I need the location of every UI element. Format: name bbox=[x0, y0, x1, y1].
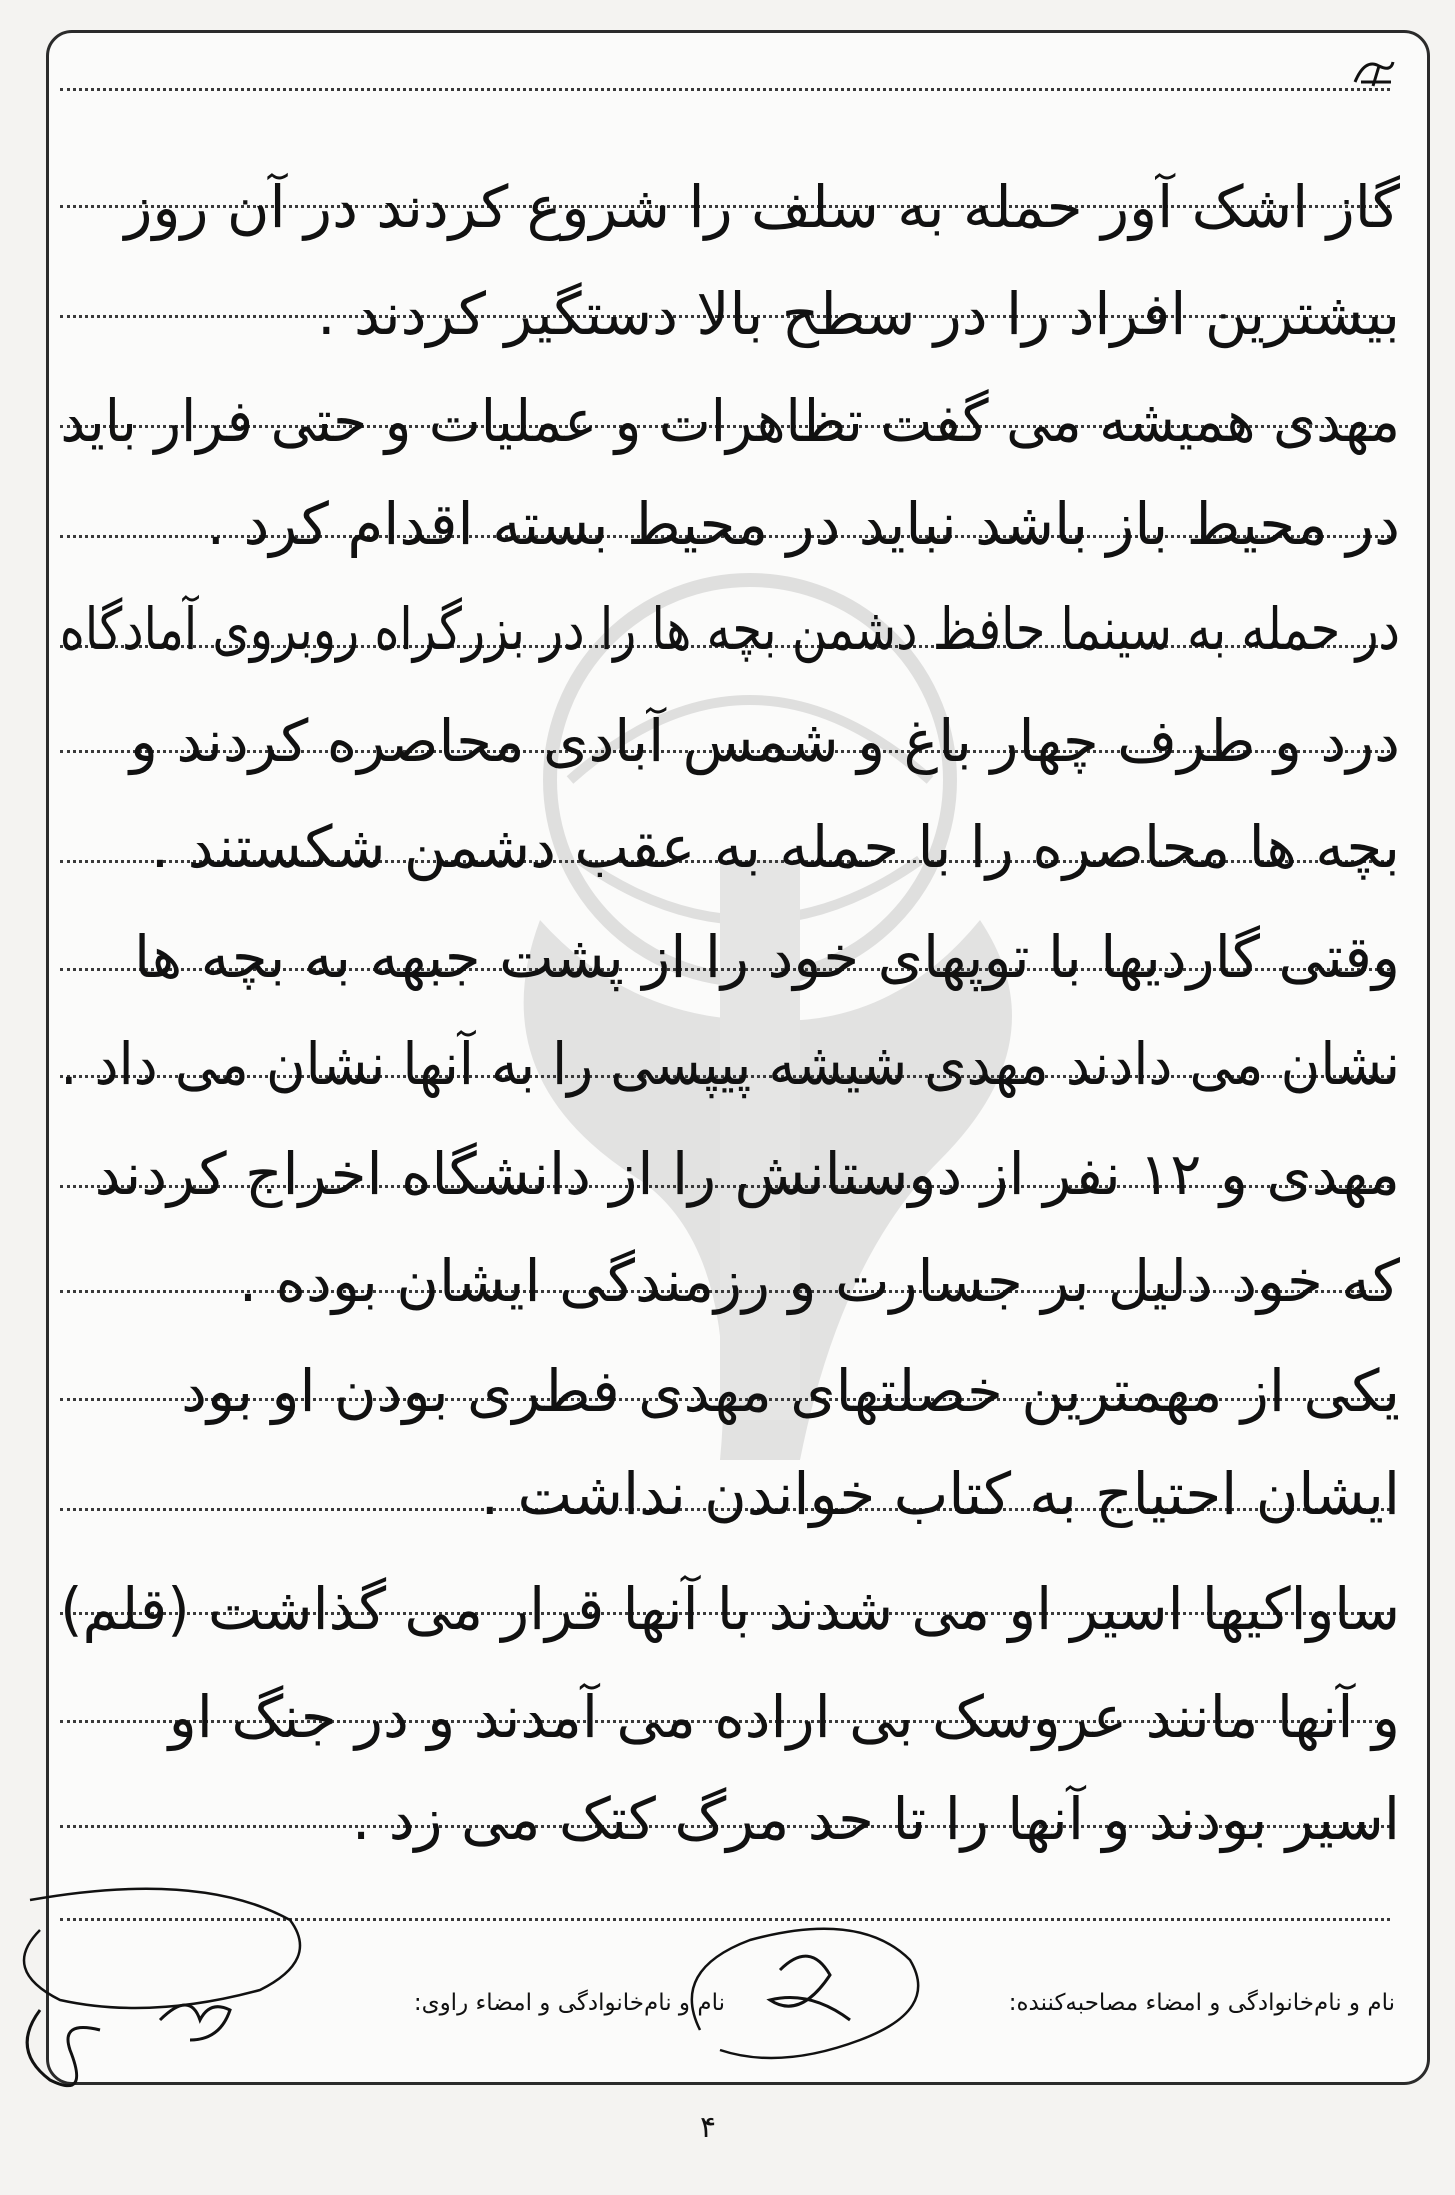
text-line-2: بیشترین افراد را در سطح بالا دستگیر کردند . bbox=[317, 280, 1400, 348]
text-line-14: ساواکیها اسیر او می شدند با آنها قرار می گذاشت (قلم) bbox=[60, 1575, 1400, 1643]
text-line-4: در محیط باز باشد نباید در محیط بسته اقدام کرد . bbox=[206, 490, 1400, 558]
text-line-9: نشان می دادند مهدی شیشه پیپسی را به آنها نشان می داد . bbox=[60, 1030, 1401, 1098]
interviewer-signature bbox=[660, 1880, 950, 2080]
narrator-signature-label: نام و نام‌خانوادگی و امضاء راوی: bbox=[413, 1990, 725, 2016]
text-line-1: گاز اشک آور حمله به سلف را شروع کردند در آن روز bbox=[124, 173, 1400, 241]
page-number: ۴ bbox=[700, 2110, 717, 2145]
pen-mark-icon bbox=[1351, 52, 1397, 92]
text-line-13: ایشان احتیاج به کتاب خواندن نداشت . bbox=[480, 1460, 1400, 1528]
text-line-6: درد و طرف چهار باغ و شمس آبادی محاصره کردند و bbox=[129, 707, 1400, 775]
interviewer-signature-label: نام و نام‌خانوادگی و امضاء مصاحبه‌کننده: bbox=[1008, 1990, 1395, 2016]
narrator-signature bbox=[0, 1880, 320, 2120]
text-line-12: یکی از مهمترین خصلتهای مهدی فطری بودن او بود bbox=[181, 1357, 1400, 1425]
text-line-7: بچه ها محاصره را با حمله به عقب دشمن شکستند . bbox=[150, 813, 1400, 881]
text-line-15: و آنها مانند عروسک بی اراده می آمدند و در جنگ او bbox=[168, 1683, 1400, 1751]
text-line-5: در حمله به سینما حافظ دشمن بچه ها را در بزرگراه روبروی آمادگاه bbox=[59, 595, 1401, 663]
text-line-10: مهدی و ۱۲ نفر از دوستانش را از دانشگاه اخراج کردند bbox=[94, 1140, 1400, 1208]
text-line-8: وقتی گاردیها با توپهای خود را از پشت جبهه به بچه ها bbox=[133, 923, 1400, 991]
text-line-3: مهدی همیشه می گفت تظاهرات و عملیات و حتی فرار باید bbox=[60, 387, 1400, 455]
text-line-11: که خود دلیل بر جسارت و رزمندگی ایشان بوده . bbox=[238, 1247, 1400, 1315]
text-line-16: اسیر بودند و آنها را تا حد مرگ کتک می زد . bbox=[351, 1785, 1400, 1853]
ruled-line bbox=[60, 88, 1390, 91]
